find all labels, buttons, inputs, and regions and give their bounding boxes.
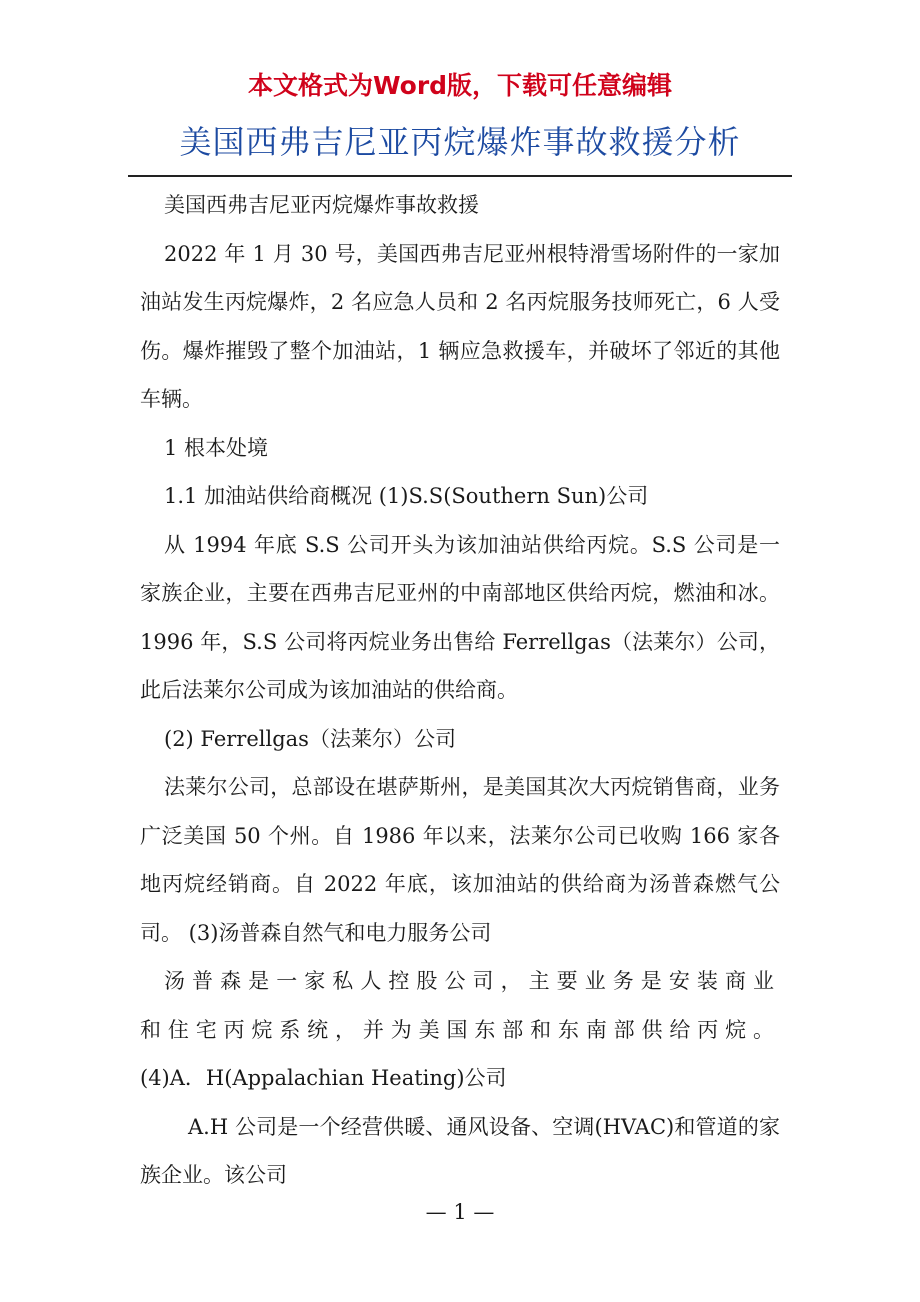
paragraph-ah-company: A.H 公司是一个经营供暖、通风设备、空调(HVAC)和管道的家族企业。该公司 [140,1114,780,1187]
paragraph-ss-company: 从 1994 年底 S.S 公司开头为该加油站供给丙烷。S.S 公司是一家族企业，主要在西弗吉尼亚州的中南部地区供给丙烷，燃油和冰。1996 年，S.S 公司将丙烷业务出售给 Ferrellgas（法莱尔）公司，此后法莱尔公司成为该加油站的供给商。 [140,532,780,702]
section-heading: 1 根本处境 [164,435,269,460]
document-body [140,181,780,1200]
document-title: 美国西弗吉尼亚丙烷爆炸事故救援分析 [179,123,741,161]
paragraph-ferrellgas: 法莱尔公司，总部设在堪萨斯州，是美国其次大丙烷销售商，业务广泛美国 50 个州。自 1986 年以来，法莱尔公司已收购 166 家各地丙烷经销商。自 2022 年底，该加油站的供给商为汤普森燃气公司。 (3)汤普森自然气和电力服务公司 [140,775,780,945]
format-banner: 本文格式为Word版，下载可任意编辑 [247,71,673,100]
subsection-heading: 1.1 加油站供给商概况 (1)S.S(Southern Sun)公司 [164,484,649,508]
paragraph-thompson: 汤普森是一家私人控股公司，主要业务是安装商业和住宅丙烷系统，并为美国东部和东南部供给丙烷。 [140,969,780,1042]
subsection-ah-company: (4)A．H(Appalachian Heating)公司 [140,1066,507,1090]
subsection-ferrellgas: (2) Ferrellgas（法莱尔）公司 [164,726,456,751]
paragraph-incident: 2022 年 1 月 30 号，美国西弗吉尼亚州根特滑雪场附件的一家加油站发生丙烷爆炸，2 名应急人员和 2 名丙烷服务技师死亡，6 人受伤。爆炸摧毁了整个加油站，1 辆应急救援车，并破坏了邻近的其他车辆。 [140,241,780,411]
page-number: — 1 — [425,1200,495,1224]
paragraph-subtitle: 美国西弗吉尼亚丙烷爆炸事故救援 [164,193,479,217]
title-divider [128,175,792,177]
